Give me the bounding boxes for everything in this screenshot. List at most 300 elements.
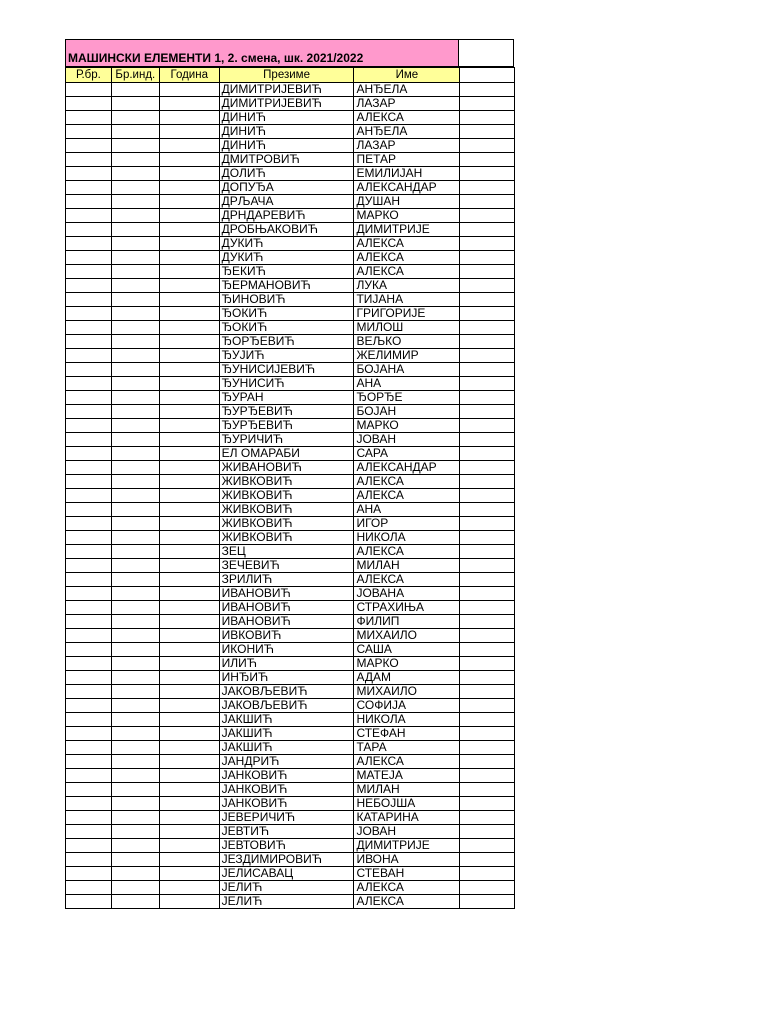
cell-prezime[interactable]: ДИМИТРИЈЕВИЋ (219, 83, 354, 97)
cell-ime[interactable]: ИВОНА (354, 853, 460, 867)
cell-prezime[interactable]: ДМИТРОВИЋ (219, 153, 354, 167)
cell-brind[interactable] (111, 685, 159, 699)
cell-rbr[interactable] (66, 531, 112, 545)
cell-extra[interactable] (460, 279, 515, 293)
cell-rbr[interactable] (66, 195, 112, 209)
cell-rbr[interactable] (66, 279, 112, 293)
cell-extra[interactable] (460, 209, 515, 223)
cell-rbr[interactable] (66, 559, 112, 573)
cell-ime[interactable]: ЛАЗАР (354, 97, 460, 111)
cell-rbr[interactable] (66, 111, 112, 125)
cell-prezime[interactable]: ЈЕЛИЋ (219, 881, 354, 895)
cell-rbr[interactable] (66, 181, 112, 195)
cell-rbr[interactable] (66, 377, 112, 391)
cell-prezime[interactable]: ДИНИЋ (219, 111, 354, 125)
cell-extra[interactable] (460, 713, 515, 727)
cell-extra[interactable] (460, 349, 515, 363)
cell-rbr[interactable] (66, 853, 112, 867)
cell-brind[interactable] (111, 125, 159, 139)
cell-ime[interactable]: ЈОВАН (354, 433, 460, 447)
cell-extra[interactable] (460, 489, 515, 503)
cell-prezime[interactable]: ЈЕЛИЋ (219, 895, 354, 909)
cell-godina[interactable] (159, 251, 219, 265)
cell-rbr[interactable] (66, 713, 112, 727)
cell-ime[interactable]: АЛЕКСА (354, 251, 460, 265)
cell-prezime[interactable]: ДИМИТРИЈЕВИЋ (219, 97, 354, 111)
cell-godina[interactable] (159, 671, 219, 685)
cell-extra[interactable] (460, 111, 515, 125)
cell-prezime[interactable]: ЂУЈИЋ (219, 349, 354, 363)
cell-brind[interactable] (111, 559, 159, 573)
cell-brind[interactable] (111, 461, 159, 475)
cell-rbr[interactable] (66, 867, 112, 881)
cell-prezime[interactable]: ЈАНКОВИЋ (219, 769, 354, 783)
cell-ime[interactable]: СТЕВАН (354, 867, 460, 881)
cell-godina[interactable] (159, 419, 219, 433)
cell-ime[interactable]: СОФИЈА (354, 699, 460, 713)
cell-godina[interactable] (159, 97, 219, 111)
cell-extra[interactable] (460, 377, 515, 391)
cell-prezime[interactable]: ЈЕВТОВИЋ (219, 839, 354, 853)
cell-brind[interactable] (111, 503, 159, 517)
cell-extra[interactable] (460, 251, 515, 265)
cell-prezime[interactable]: ЈЕЗДИМИРОВИЋ (219, 853, 354, 867)
cell-ime[interactable]: МИХАИЛО (354, 685, 460, 699)
cell-ime[interactable]: ВЕЉКО (354, 335, 460, 349)
cell-prezime[interactable]: ЂУНИСИЋ (219, 377, 354, 391)
cell-rbr[interactable] (66, 643, 112, 657)
cell-ime[interactable]: МИЛОШ (354, 321, 460, 335)
cell-brind[interactable] (111, 83, 159, 97)
cell-godina[interactable] (159, 153, 219, 167)
cell-extra[interactable] (460, 391, 515, 405)
cell-brind[interactable] (111, 447, 159, 461)
cell-extra[interactable] (460, 321, 515, 335)
cell-ime[interactable]: СТЕФАН (354, 727, 460, 741)
cell-ime[interactable]: МАРКО (354, 657, 460, 671)
cell-brind[interactable] (111, 223, 159, 237)
cell-extra[interactable] (460, 671, 515, 685)
cell-ime[interactable]: АЛЕКСАНДАР (354, 181, 460, 195)
cell-prezime[interactable]: ЂОКИЋ (219, 321, 354, 335)
cell-extra[interactable] (460, 727, 515, 741)
cell-ime[interactable]: ЛУКА (354, 279, 460, 293)
cell-extra[interactable] (460, 335, 515, 349)
cell-brind[interactable] (111, 111, 159, 125)
cell-brind[interactable] (111, 797, 159, 811)
cell-ime[interactable]: АНА (354, 503, 460, 517)
cell-godina[interactable] (159, 825, 219, 839)
cell-brind[interactable] (111, 867, 159, 881)
cell-rbr[interactable] (66, 517, 112, 531)
cell-brind[interactable] (111, 405, 159, 419)
cell-brind[interactable] (111, 573, 159, 587)
cell-rbr[interactable] (66, 139, 112, 153)
cell-ime[interactable]: МАРКО (354, 209, 460, 223)
cell-extra[interactable] (460, 881, 515, 895)
cell-rbr[interactable] (66, 881, 112, 895)
cell-godina[interactable] (159, 237, 219, 251)
cell-prezime[interactable]: ЂУРЂЕВИЋ (219, 419, 354, 433)
cell-extra[interactable] (460, 293, 515, 307)
cell-prezime[interactable]: ЗЕЦ (219, 545, 354, 559)
cell-ime[interactable]: ЛАЗАР (354, 139, 460, 153)
cell-brind[interactable] (111, 419, 159, 433)
cell-godina[interactable] (159, 489, 219, 503)
cell-rbr[interactable] (66, 601, 112, 615)
cell-godina[interactable] (159, 139, 219, 153)
cell-extra[interactable] (460, 433, 515, 447)
cell-rbr[interactable] (66, 97, 112, 111)
cell-prezime[interactable]: ЂИНОВИЋ (219, 293, 354, 307)
cell-extra[interactable] (460, 643, 515, 657)
cell-godina[interactable] (159, 699, 219, 713)
cell-brind[interactable] (111, 517, 159, 531)
cell-extra[interactable] (460, 475, 515, 489)
cell-godina[interactable] (159, 83, 219, 97)
cell-ime[interactable]: АНЂЕЛА (354, 125, 460, 139)
cell-extra[interactable] (460, 405, 515, 419)
cell-extra[interactable] (460, 363, 515, 377)
cell-prezime[interactable]: ДИНИЋ (219, 139, 354, 153)
cell-godina[interactable] (159, 727, 219, 741)
cell-extra[interactable] (460, 783, 515, 797)
cell-prezime[interactable]: ИВАНОВИЋ (219, 615, 354, 629)
cell-brind[interactable] (111, 265, 159, 279)
cell-godina[interactable] (159, 125, 219, 139)
cell-rbr[interactable] (66, 783, 112, 797)
cell-prezime[interactable]: ЈАНКОВИЋ (219, 797, 354, 811)
cell-ime[interactable]: АЛЕКСА (354, 881, 460, 895)
cell-rbr[interactable] (66, 363, 112, 377)
cell-brind[interactable] (111, 755, 159, 769)
cell-ime[interactable]: МАТЕЈА (354, 769, 460, 783)
cell-rbr[interactable] (66, 265, 112, 279)
cell-godina[interactable] (159, 545, 219, 559)
cell-rbr[interactable] (66, 489, 112, 503)
cell-rbr[interactable] (66, 251, 112, 265)
cell-extra[interactable] (460, 587, 515, 601)
cell-prezime[interactable]: ИЛИЋ (219, 657, 354, 671)
cell-brind[interactable] (111, 167, 159, 181)
cell-godina[interactable] (159, 573, 219, 587)
cell-godina[interactable] (159, 615, 219, 629)
cell-rbr[interactable] (66, 461, 112, 475)
cell-godina[interactable] (159, 797, 219, 811)
cell-godina[interactable] (159, 209, 219, 223)
cell-prezime[interactable]: ЈАКОВЉЕВИЋ (219, 699, 354, 713)
cell-ime[interactable]: АЛЕКСА (354, 489, 460, 503)
cell-ime[interactable]: АЛЕКСА (354, 237, 460, 251)
cell-brind[interactable] (111, 657, 159, 671)
cell-ime[interactable]: САША (354, 643, 460, 657)
cell-ime[interactable]: АЛЕКСА (354, 545, 460, 559)
cell-brind[interactable] (111, 377, 159, 391)
header-rbr[interactable]: Р.бр. (66, 68, 112, 83)
cell-godina[interactable] (159, 895, 219, 909)
cell-prezime[interactable]: ЖИВКОВИЋ (219, 475, 354, 489)
cell-extra[interactable] (460, 447, 515, 461)
cell-ime[interactable]: АНА (354, 377, 460, 391)
cell-prezime[interactable]: ЈЕЛИСАВАЦ (219, 867, 354, 881)
cell-brind[interactable] (111, 839, 159, 853)
cell-extra[interactable] (460, 503, 515, 517)
cell-godina[interactable] (159, 475, 219, 489)
cell-godina[interactable] (159, 713, 219, 727)
cell-extra[interactable] (460, 825, 515, 839)
cell-ime[interactable]: АЛЕКСАНДАР (354, 461, 460, 475)
cell-godina[interactable] (159, 503, 219, 517)
cell-extra[interactable] (460, 153, 515, 167)
cell-prezime[interactable]: ДУКИЋ (219, 251, 354, 265)
cell-rbr[interactable] (66, 699, 112, 713)
cell-prezime[interactable]: ИКОНИЋ (219, 643, 354, 657)
cell-extra[interactable] (460, 307, 515, 321)
cell-brind[interactable] (111, 615, 159, 629)
cell-godina[interactable] (159, 447, 219, 461)
cell-rbr[interactable] (66, 741, 112, 755)
cell-extra[interactable] (460, 685, 515, 699)
cell-ime[interactable]: НЕБОЈША (354, 797, 460, 811)
cell-extra[interactable] (460, 167, 515, 181)
cell-godina[interactable] (159, 321, 219, 335)
cell-prezime[interactable]: ИВКОВИЋ (219, 629, 354, 643)
cell-rbr[interactable] (66, 391, 112, 405)
cell-ime[interactable]: ДИМИТРИЈЕ (354, 839, 460, 853)
cell-brind[interactable] (111, 853, 159, 867)
cell-ime[interactable]: АЛЕКСА (354, 895, 460, 909)
cell-rbr[interactable] (66, 685, 112, 699)
cell-rbr[interactable] (66, 825, 112, 839)
cell-brind[interactable] (111, 139, 159, 153)
cell-ime[interactable]: ЂОРЂЕ (354, 391, 460, 405)
cell-ime[interactable]: МИЛАН (354, 559, 460, 573)
cell-extra[interactable] (460, 629, 515, 643)
cell-prezime[interactable]: ДРНДАРЕВИЋ (219, 209, 354, 223)
cell-godina[interactable] (159, 643, 219, 657)
cell-prezime[interactable]: ЕЛ ОМАРАБИ (219, 447, 354, 461)
cell-godina[interactable] (159, 867, 219, 881)
cell-brind[interactable] (111, 643, 159, 657)
cell-godina[interactable] (159, 391, 219, 405)
cell-prezime[interactable]: ДРЉАЧА (219, 195, 354, 209)
cell-rbr[interactable] (66, 209, 112, 223)
cell-brind[interactable] (111, 671, 159, 685)
cell-prezime[interactable]: ЈАКОВЉЕВИЋ (219, 685, 354, 699)
cell-brind[interactable] (111, 727, 159, 741)
cell-brind[interactable] (111, 783, 159, 797)
cell-rbr[interactable] (66, 797, 112, 811)
cell-prezime[interactable]: ЂУРАН (219, 391, 354, 405)
cell-prezime[interactable]: ЖИВАНОВИЋ (219, 461, 354, 475)
cell-ime[interactable]: ЈОВАН (354, 825, 460, 839)
cell-ime[interactable]: НИКОЛА (354, 531, 460, 545)
cell-rbr[interactable] (66, 573, 112, 587)
cell-ime[interactable]: АЛЕКСА (354, 265, 460, 279)
title-side-cell[interactable] (459, 39, 514, 67)
cell-ime[interactable]: АНЂЕЛА (354, 83, 460, 97)
cell-godina[interactable] (159, 685, 219, 699)
cell-prezime[interactable]: ЈАНДРИЋ (219, 755, 354, 769)
cell-prezime[interactable]: ИНЂИЋ (219, 671, 354, 685)
cell-extra[interactable] (460, 97, 515, 111)
cell-godina[interactable] (159, 111, 219, 125)
cell-extra[interactable] (460, 531, 515, 545)
header-brind[interactable]: Бр.инд. (111, 68, 159, 83)
cell-brind[interactable] (111, 713, 159, 727)
cell-extra[interactable] (460, 573, 515, 587)
cell-godina[interactable] (159, 461, 219, 475)
cell-godina[interactable] (159, 167, 219, 181)
cell-brind[interactable] (111, 279, 159, 293)
cell-prezime[interactable]: ЂУРИЧИЋ (219, 433, 354, 447)
cell-godina[interactable] (159, 335, 219, 349)
cell-brind[interactable] (111, 545, 159, 559)
cell-brind[interactable] (111, 181, 159, 195)
cell-godina[interactable] (159, 741, 219, 755)
cell-godina[interactable] (159, 531, 219, 545)
cell-godina[interactable] (159, 755, 219, 769)
cell-godina[interactable] (159, 587, 219, 601)
cell-extra[interactable] (460, 461, 515, 475)
cell-rbr[interactable] (66, 293, 112, 307)
cell-brind[interactable] (111, 601, 159, 615)
cell-extra[interactable] (460, 867, 515, 881)
cell-brind[interactable] (111, 321, 159, 335)
cell-extra[interactable] (460, 139, 515, 153)
cell-prezime[interactable]: ДОПУЂА (219, 181, 354, 195)
cell-ime[interactable]: САРА (354, 447, 460, 461)
cell-godina[interactable] (159, 349, 219, 363)
cell-rbr[interactable] (66, 615, 112, 629)
cell-ime[interactable]: ФИЛИП (354, 615, 460, 629)
header-blank[interactable] (460, 68, 515, 83)
cell-ime[interactable]: ТИЈАНА (354, 293, 460, 307)
cell-prezime[interactable]: ДРОБЊАКОВИЋ (219, 223, 354, 237)
cell-prezime[interactable]: ЂЕКИЋ (219, 265, 354, 279)
cell-prezime[interactable]: ЗРИЛИЋ (219, 573, 354, 587)
cell-prezime[interactable]: ЂОКИЋ (219, 307, 354, 321)
cell-rbr[interactable] (66, 755, 112, 769)
cell-godina[interactable] (159, 853, 219, 867)
cell-godina[interactable] (159, 811, 219, 825)
cell-ime[interactable]: ГРИГОРИЈЕ (354, 307, 460, 321)
cell-extra[interactable] (460, 657, 515, 671)
cell-ime[interactable]: КАТАРИНА (354, 811, 460, 825)
cell-rbr[interactable] (66, 587, 112, 601)
cell-prezime[interactable]: ЖИВКОВИЋ (219, 531, 354, 545)
cell-ime[interactable]: МАРКО (354, 419, 460, 433)
cell-brind[interactable] (111, 307, 159, 321)
cell-brind[interactable] (111, 97, 159, 111)
cell-extra[interactable] (460, 699, 515, 713)
cell-prezime[interactable]: ЂЕРМАНОВИЋ (219, 279, 354, 293)
cell-brind[interactable] (111, 531, 159, 545)
title-cell[interactable] (65, 39, 459, 67)
header-godina[interactable]: Година (159, 68, 219, 83)
cell-prezime[interactable]: ДОЛИЋ (219, 167, 354, 181)
cell-brind[interactable] (111, 237, 159, 251)
cell-godina[interactable] (159, 181, 219, 195)
cell-godina[interactable] (159, 657, 219, 671)
cell-extra[interactable] (460, 265, 515, 279)
cell-godina[interactable] (159, 377, 219, 391)
cell-rbr[interactable] (66, 811, 112, 825)
cell-brind[interactable] (111, 489, 159, 503)
cell-extra[interactable] (460, 755, 515, 769)
cell-rbr[interactable] (66, 671, 112, 685)
cell-brind[interactable] (111, 587, 159, 601)
cell-ime[interactable]: ИГОР (354, 517, 460, 531)
cell-rbr[interactable] (66, 405, 112, 419)
cell-rbr[interactable] (66, 307, 112, 321)
cell-rbr[interactable] (66, 153, 112, 167)
cell-godina[interactable] (159, 783, 219, 797)
cell-ime[interactable]: ЈОВАНА (354, 587, 460, 601)
cell-brind[interactable] (111, 293, 159, 307)
cell-godina[interactable] (159, 601, 219, 615)
cell-brind[interactable] (111, 335, 159, 349)
header-prezime[interactable]: Презиме (219, 68, 354, 83)
cell-extra[interactable] (460, 853, 515, 867)
cell-extra[interactable] (460, 797, 515, 811)
cell-rbr[interactable] (66, 657, 112, 671)
cell-rbr[interactable] (66, 237, 112, 251)
cell-brind[interactable] (111, 349, 159, 363)
cell-brind[interactable] (111, 629, 159, 643)
cell-ime[interactable]: ДИМИТРИЈЕ (354, 223, 460, 237)
cell-ime[interactable]: МИХАИЛО (354, 629, 460, 643)
cell-brind[interactable] (111, 391, 159, 405)
cell-ime[interactable]: МИЛАН (354, 783, 460, 797)
cell-brind[interactable] (111, 825, 159, 839)
cell-prezime[interactable]: ЈАКШИЋ (219, 713, 354, 727)
cell-rbr[interactable] (66, 83, 112, 97)
cell-ime[interactable]: ТАРА (354, 741, 460, 755)
cell-rbr[interactable] (66, 433, 112, 447)
cell-godina[interactable] (159, 881, 219, 895)
cell-prezime[interactable]: ЖИВКОВИЋ (219, 517, 354, 531)
cell-godina[interactable] (159, 195, 219, 209)
cell-prezime[interactable]: ЂУНИСИЈЕВИЋ (219, 363, 354, 377)
cell-extra[interactable] (460, 615, 515, 629)
cell-rbr[interactable] (66, 629, 112, 643)
cell-ime[interactable]: АДАМ (354, 671, 460, 685)
cell-rbr[interactable] (66, 335, 112, 349)
cell-prezime[interactable]: ЈАКШИЋ (219, 741, 354, 755)
cell-prezime[interactable]: ЈАКШИЋ (219, 727, 354, 741)
cell-brind[interactable] (111, 895, 159, 909)
cell-ime[interactable]: ЖЕЛИМИР (354, 349, 460, 363)
cell-extra[interactable] (460, 237, 515, 251)
cell-rbr[interactable] (66, 769, 112, 783)
cell-extra[interactable] (460, 517, 515, 531)
cell-prezime[interactable]: ЈАНКОВИЋ (219, 783, 354, 797)
cell-extra[interactable] (460, 769, 515, 783)
cell-rbr[interactable] (66, 349, 112, 363)
cell-rbr[interactable] (66, 475, 112, 489)
cell-godina[interactable] (159, 517, 219, 531)
cell-prezime[interactable]: ЂУРЂЕВИЋ (219, 405, 354, 419)
header-ime[interactable]: Име (354, 68, 460, 83)
cell-godina[interactable] (159, 839, 219, 853)
cell-rbr[interactable] (66, 419, 112, 433)
cell-ime[interactable]: АЛЕКСА (354, 111, 460, 125)
cell-rbr[interactable] (66, 447, 112, 461)
cell-ime[interactable]: БОЈАНА (354, 363, 460, 377)
cell-brind[interactable] (111, 769, 159, 783)
cell-ime[interactable]: НИКОЛА (354, 713, 460, 727)
